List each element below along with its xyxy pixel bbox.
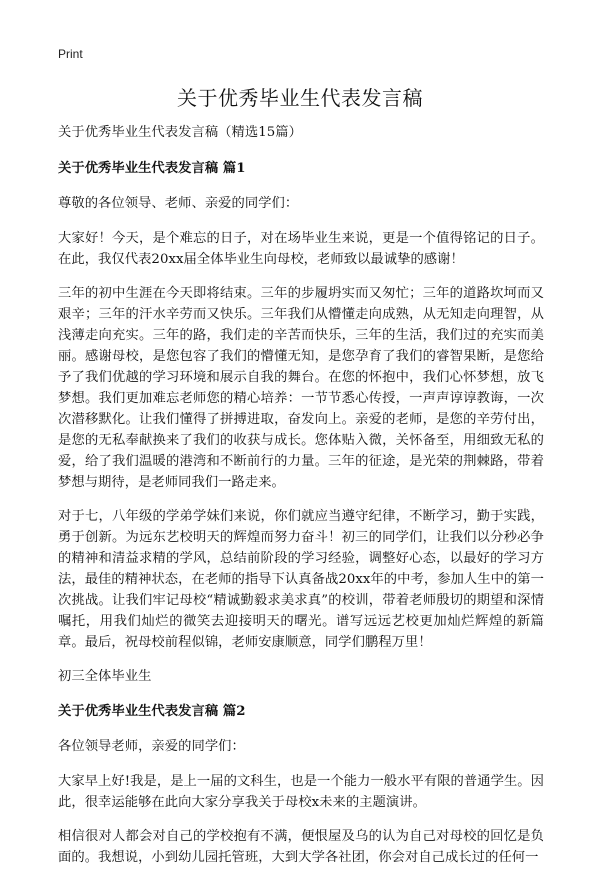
greeting-2: 各位领导老师，亲爱的同学们： — [58, 739, 245, 754]
paragraph-1-3: 对于七，八年级的学弟学妹们来说，你们就应当遵守纪律，不断学习，勤于实践，勇于创新。为远东艺校明天的辉煌而努力奋斗！初三的同学们，让我们以分秒必争的精神和清益求精的学风，总结前阶段的学习经验，调整好心态，以最好的学习方法，最佳的精神状态，在老师的指导下认真备战20xx年的中考，参加人生中的第一次挑战。让我们牢记母校“精诚勤毅求美求真”的校训，带着老师殷切的期望和深情嘱托，用我们灿烂的微笑去迎接明天的曙光。谱写远远艺校更加灿烂辉煌的新篇章。最后，祝母校前程似锦，老师安康顺意，同学们鹏程万里！ — [58, 509, 544, 650]
page-title: 关于优秀毕业生代表发言稿 — [177, 86, 423, 110]
print-link[interactable]: Print — [58, 47, 83, 61]
section-heading-1: 关于优秀毕业生代表发言稿 篇1 — [58, 161, 246, 176]
signature: 初三全体毕业生 — [58, 669, 152, 684]
paragraph-1-1: 大家好！今天，是个难忘的日子，对在场毕业生来说，更是一个值得铭记的日子。在此，我仅代表20xx届全体毕业生向母校，老师致以最诚挚的感谢！ — [58, 231, 544, 267]
greeting-1: 尊敬的各位领导、老师、亲爱的同学们： — [58, 196, 299, 211]
paragraph-1-2: 三年的初中生涯在今天即将结束。三年的步履坍实而又匆忙；三年的道路坎坷而又艰辛；三年的汗水辛劳而又快乐。三年我们从懵懂走向成熟，从无知走向理智，从浅薄走向充实。三年的路，我们走的辛苦而快乐，三年的生活，我们过的充实而美丽。感谢母校，是您包容了我们的懵懂无知，是您孕育了我们的睿智果断，是您给予了我们优越的学习环境和展示自我的舞台。在您的怀抱中，我们心怀梦想，放飞梦想。我们更加难忘老师您的精心培养：一节节悉心传授，一声声谆谆教诲，一次次潜移默化。让我们懂得了拼搏进取，奋发向上。亲爱的老师，是您的辛劳付出，是您的无私奉献换来了我们的收获与成长。您体贴入微，关怀备至，用细致无私的爱，给了我们温暖的港湾和不断前行的力量。三年的征途，是光荣的荆棘路，带着梦想与期待，是老师同我们一路走来。 — [58, 286, 544, 490]
paragraph-2-2: 相信很对人都会对自己的学校抱有不满，便恨屋及乌的认为自己对母校的回忆是负面的。我想说，小到幼儿园托管班，大到大学各社团，你会对自己成长过的任何一 — [58, 829, 544, 865]
subtitle: 关于优秀毕业生代表发言稿（精选15篇） — [58, 125, 302, 140]
paragraph-2-1: 大家早上好!我是，是上一届的文科生，也是一个能力一般水平有限的普通学生。因此，很幸运能够在此向大家分享我关于母校x未来的主题演讲。 — [58, 774, 544, 810]
section-heading-2: 关于优秀毕业生代表发言稿 篇2 — [58, 704, 246, 719]
document-body — [58, 122, 544, 879]
